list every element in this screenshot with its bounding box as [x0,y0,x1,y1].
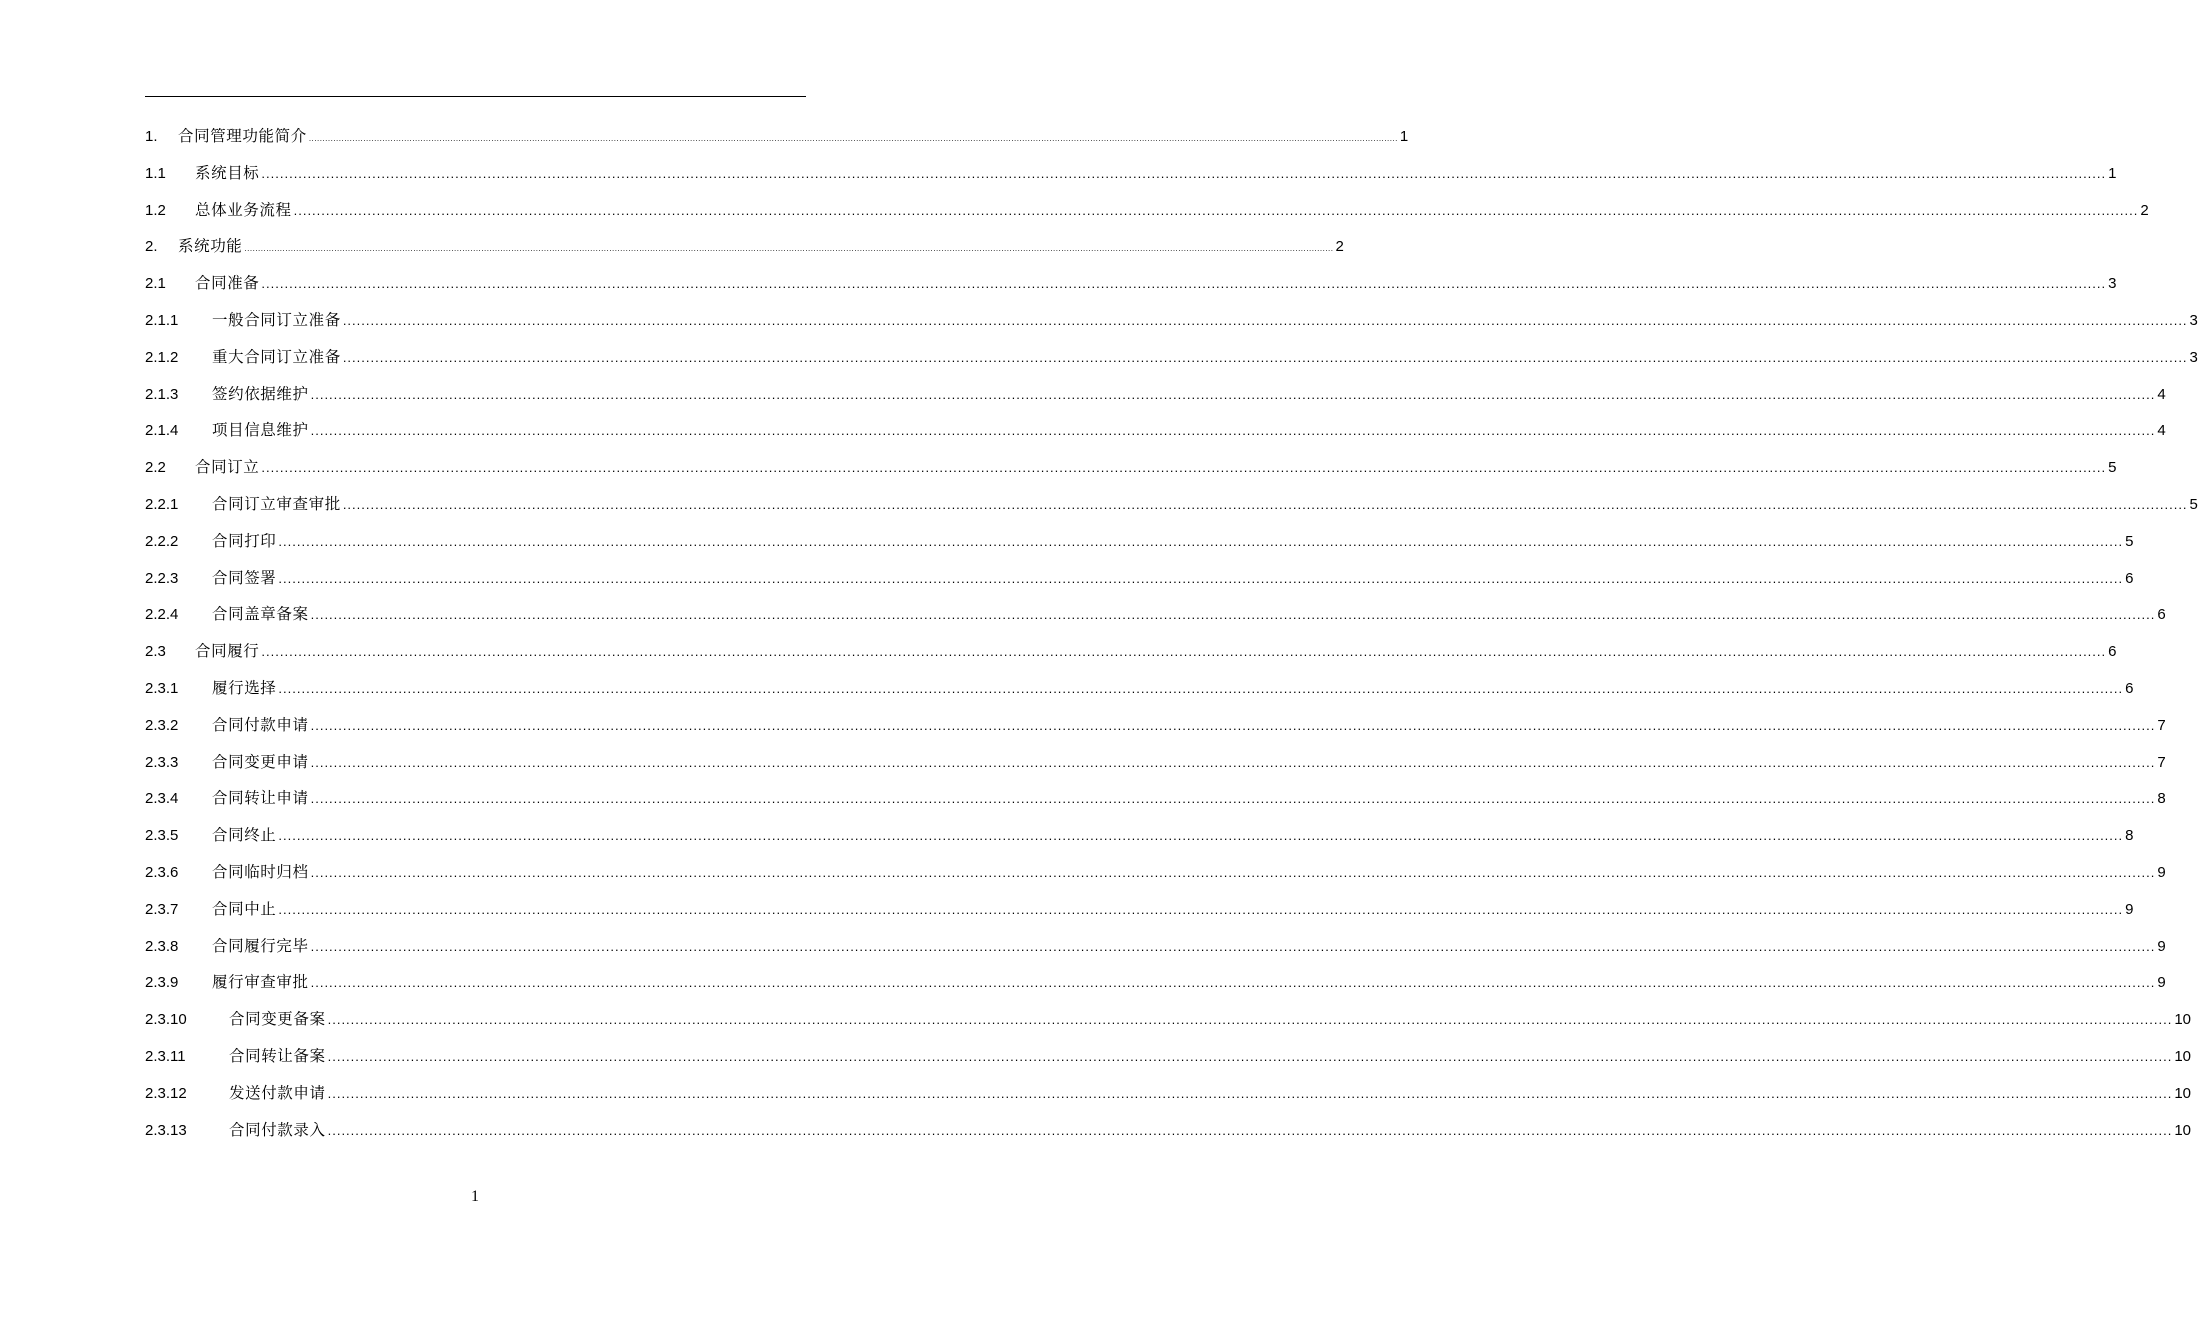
toc-dot-leader: ................................................................................................................................................................................................................................................................................................................................................................................................................ [310,938,2156,954]
toc-entry[interactable] [145,560,2134,597]
toc-entry[interactable] [145,854,2166,891]
toc-entry-page: 10 [2174,1121,2192,1139]
toc-dot-leader: ................................................................................................................................................................................................................................................................................................................................................................................................................ [244,244,1334,254]
toc-entry-number: 2.1.1 [145,311,179,329]
toc-entry-number: 2.3.9 [145,974,179,992]
toc-entry[interactable] [145,118,1409,155]
toc-dot-leader: ................................................................................................................................................................................................................................................................................................................................................................................................................ [278,533,2124,549]
toc-entry-page: 5 [2189,495,2198,513]
toc-entry[interactable] [145,596,2166,633]
toc-entry-page: 5 [2108,459,2117,477]
toc-dot-leader: ................................................................................................................................................................................................................................................................................................................................................................................................................ [308,134,1398,143]
toc-entry-title: 合同终止 [212,826,277,845]
toc-entry-number: 2.3.8 [145,937,179,955]
toc-entry[interactable] [145,376,2166,413]
toc-entry-page: 6 [2125,679,2134,697]
toc-entry[interactable] [145,302,2198,339]
toc-entry-number: 2.1.4 [145,422,179,440]
toc-dot-leader: ................................................................................................................................................................................................................................................................................................................................................................................................................ [342,349,2188,365]
toc-entry-page: 9 [2157,863,2166,881]
toc-entry-number: 2.2 [145,459,166,477]
toc-entry-page: 4 [2157,422,2166,440]
toc-entry-page: 9 [2157,937,2166,955]
toc-entry[interactable] [145,928,2166,965]
toc-entry-title: 合同付款申请 [212,715,309,734]
toc-entry-number: 2. [145,238,158,256]
toc-dot-leader: ................................................................................................................................................................................................................................................................................................................................................................................................................ [310,423,2156,439]
toc-entry[interactable] [145,523,2134,560]
toc-entry-number: 2.3.13 [145,1121,187,1139]
toc-entry-number: 2.3.4 [145,790,179,808]
toc-entry-page: 6 [2157,606,2166,624]
toc-dot-leader: ................................................................................................................................................................................................................................................................................................................................................................................................................ [342,312,2188,328]
toc-entry[interactable] [145,412,2166,449]
toc-entry[interactable] [145,192,2149,229]
toc-entry-number: 2.3.5 [145,827,179,845]
toc-entry-title: 合同打印 [212,531,277,550]
toc-entry-title: 合同转让备案 [229,1046,326,1065]
toc-entry-title: 发送付款申请 [229,1083,326,1102]
table-of-contents [145,118,2198,1148]
toc-entry-title: 合同订立 [195,458,260,477]
toc-entry-page: 3 [2108,275,2117,293]
toc-entry-number: 1.1 [145,164,166,182]
toc-entry-number: 2.3.6 [145,863,179,881]
toc-dot-leader: ................................................................................................................................................................................................................................................................................................................................................................................................................ [310,607,2156,623]
toc-entry-title: 合同付款录入 [229,1120,326,1139]
toc-dot-leader: ................................................................................................................................................................................................................................................................................................................................................................................................................ [293,202,2139,218]
toc-entry-title: 合同变更申请 [212,752,309,771]
toc-entry[interactable] [145,1075,2192,1112]
toc-entry[interactable] [145,339,2198,376]
toc-dot-leader: ................................................................................................................................................................................................................................................................................................................................................................................................................ [278,680,2124,696]
toc-entry-page: 10 [2174,1084,2192,1102]
toc-dot-leader: ................................................................................................................................................................................................................................................................................................................................................................................................................ [278,901,2124,917]
toc-entry-page: 2 [2140,201,2149,219]
toc-entry-title: 合同管理功能简介 [178,127,307,145]
toc-entry-number: 2.2.3 [145,569,179,587]
toc-entry-title: 合同转让申请 [212,789,309,808]
toc-entry-page: 9 [2157,974,2166,992]
toc-entry-page: 1 [1399,128,1409,145]
toc-entry-title: 项目信息维护 [212,421,309,440]
toc-entry[interactable] [145,155,2117,192]
toc-entry-title: 系统目标 [195,163,260,182]
page-number: 1 [471,1188,479,1205]
toc-dot-leader: ................................................................................................................................................................................................................................................................................................................................................................................................................ [327,1122,2173,1138]
toc-entry-page: 2 [1335,238,1344,256]
toc-entry[interactable] [145,707,2166,744]
toc-entry[interactable] [145,817,2134,854]
toc-entry-page: 3 [2189,348,2198,366]
toc-entry-page: 4 [2157,385,2166,403]
toc-dot-leader: ................................................................................................................................................................................................................................................................................................................................................................................................................ [261,276,2107,292]
toc-dot-leader: ................................................................................................................................................................................................................................................................................................................................................................................................................ [310,791,2156,807]
toc-entry-number: 1. [145,128,158,145]
toc-dot-leader: ................................................................................................................................................................................................................................................................................................................................................................................................................ [310,754,2156,770]
toc-entry-page: 10 [2174,1011,2192,1029]
toc-entry-title: 合同履行 [195,642,260,661]
toc-entry-page: 8 [2125,827,2134,845]
toc-entry-number: 2.1.2 [145,348,179,366]
toc-dot-leader: ................................................................................................................................................................................................................................................................................................................................................................................................................ [261,644,2107,660]
toc-entry-number: 2.2.4 [145,606,179,624]
toc-dot-leader: ................................................................................................................................................................................................................................................................................................................................................................................................................ [261,460,2107,476]
toc-entry[interactable] [145,780,2166,817]
toc-entry[interactable] [145,670,2134,707]
toc-entry[interactable] [145,744,2166,781]
toc-entry-page: 7 [2157,753,2166,771]
toc-dot-leader: ................................................................................................................................................................................................................................................................................................................................................................................................................ [310,975,2156,991]
toc-entry[interactable] [145,1038,2192,1075]
toc-dot-leader: ................................................................................................................................................................................................................................................................................................................................................................................................................ [342,496,2188,512]
toc-entry-page: 8 [2157,790,2166,808]
toc-dot-leader: ................................................................................................................................................................................................................................................................................................................................................................................................................ [261,165,2107,181]
toc-entry[interactable] [145,265,2117,302]
toc-dot-leader: ................................................................................................................................................................................................................................................................................................................................................................................................................ [327,1012,2173,1028]
toc-entry-title: 系统功能 [178,237,243,256]
toc-entry-title: 一般合同订立准备 [212,310,341,329]
toc-entry-title: 合同中止 [212,899,277,918]
toc-entry[interactable] [145,228,1344,265]
toc-dot-leader: ................................................................................................................................................................................................................................................................................................................................................................................................................ [310,864,2156,880]
toc-entry[interactable] [145,633,2117,670]
toc-entry-title: 履行审查审批 [212,973,309,992]
toc-entry-title: 合同准备 [195,274,260,293]
header-rule [145,96,806,97]
toc-entry-page: 6 [2108,643,2117,661]
toc-entry-page: 6 [2125,569,2134,587]
toc-entry-page: 9 [2125,900,2134,918]
toc-entry-number: 2.3.2 [145,716,179,734]
toc-entry-page: 1 [2108,164,2117,182]
toc-entry-page: 7 [2157,716,2166,734]
toc-entry-title: 合同订立审查审批 [212,494,341,513]
toc-entry[interactable] [145,891,2134,928]
toc-entry-number: 2.2.1 [145,495,179,513]
toc-entry-number: 2.3.10 [145,1011,187,1029]
toc-entry-title: 合同临时归档 [212,862,309,881]
toc-entry-number: 1.2 [145,201,166,219]
toc-entry-number: 2.3.7 [145,900,179,918]
toc-entry-number: 2.3.3 [145,753,179,771]
toc-entry[interactable] [145,1112,2192,1149]
toc-entry-page: 3 [2189,311,2198,329]
toc-entry-title: 签约依据维护 [212,384,309,403]
toc-entry-number: 2.1.3 [145,385,179,403]
toc-entry[interactable] [145,449,2117,486]
toc-entry-title: 合同签署 [212,568,277,587]
toc-entry-title: 合同变更备案 [229,1010,326,1029]
toc-entry-title: 合同履行完毕 [212,936,309,955]
toc-dot-leader: ................................................................................................................................................................................................................................................................................................................................................................................................................ [327,1048,2173,1064]
toc-dot-leader: ................................................................................................................................................................................................................................................................................................................................................................................................................ [278,828,2124,844]
toc-dot-leader: ................................................................................................................................................................................................................................................................................................................................................................................................................ [278,570,2124,586]
toc-entry-number: 2.3.12 [145,1084,187,1102]
toc-entry[interactable] [145,486,2198,523]
toc-entry-number: 2.3.11 [145,1047,186,1065]
toc-entry-page: 10 [2174,1047,2192,1065]
toc-entry[interactable] [145,1001,2192,1038]
toc-entry-title: 合同盖章备案 [212,605,309,624]
toc-dot-leader: ................................................................................................................................................................................................................................................................................................................................................................................................................ [310,717,2156,733]
toc-dot-leader: ................................................................................................................................................................................................................................................................................................................................................................................................................ [310,386,2156,402]
toc-entry[interactable] [145,964,2166,1001]
toc-entry-title: 总体业务流程 [195,200,292,219]
toc-entry-number: 2.3 [145,643,166,661]
toc-entry-title: 重大合同订立准备 [212,347,341,366]
toc-entry-title: 履行选择 [212,678,277,697]
toc-dot-leader: ................................................................................................................................................................................................................................................................................................................................................................................................................ [327,1085,2173,1101]
toc-entry-page: 5 [2125,532,2134,550]
toc-entry-number: 2.3.1 [145,679,179,697]
toc-entry-number: 2.1 [145,275,166,293]
toc-entry-number: 2.2.2 [145,532,179,550]
